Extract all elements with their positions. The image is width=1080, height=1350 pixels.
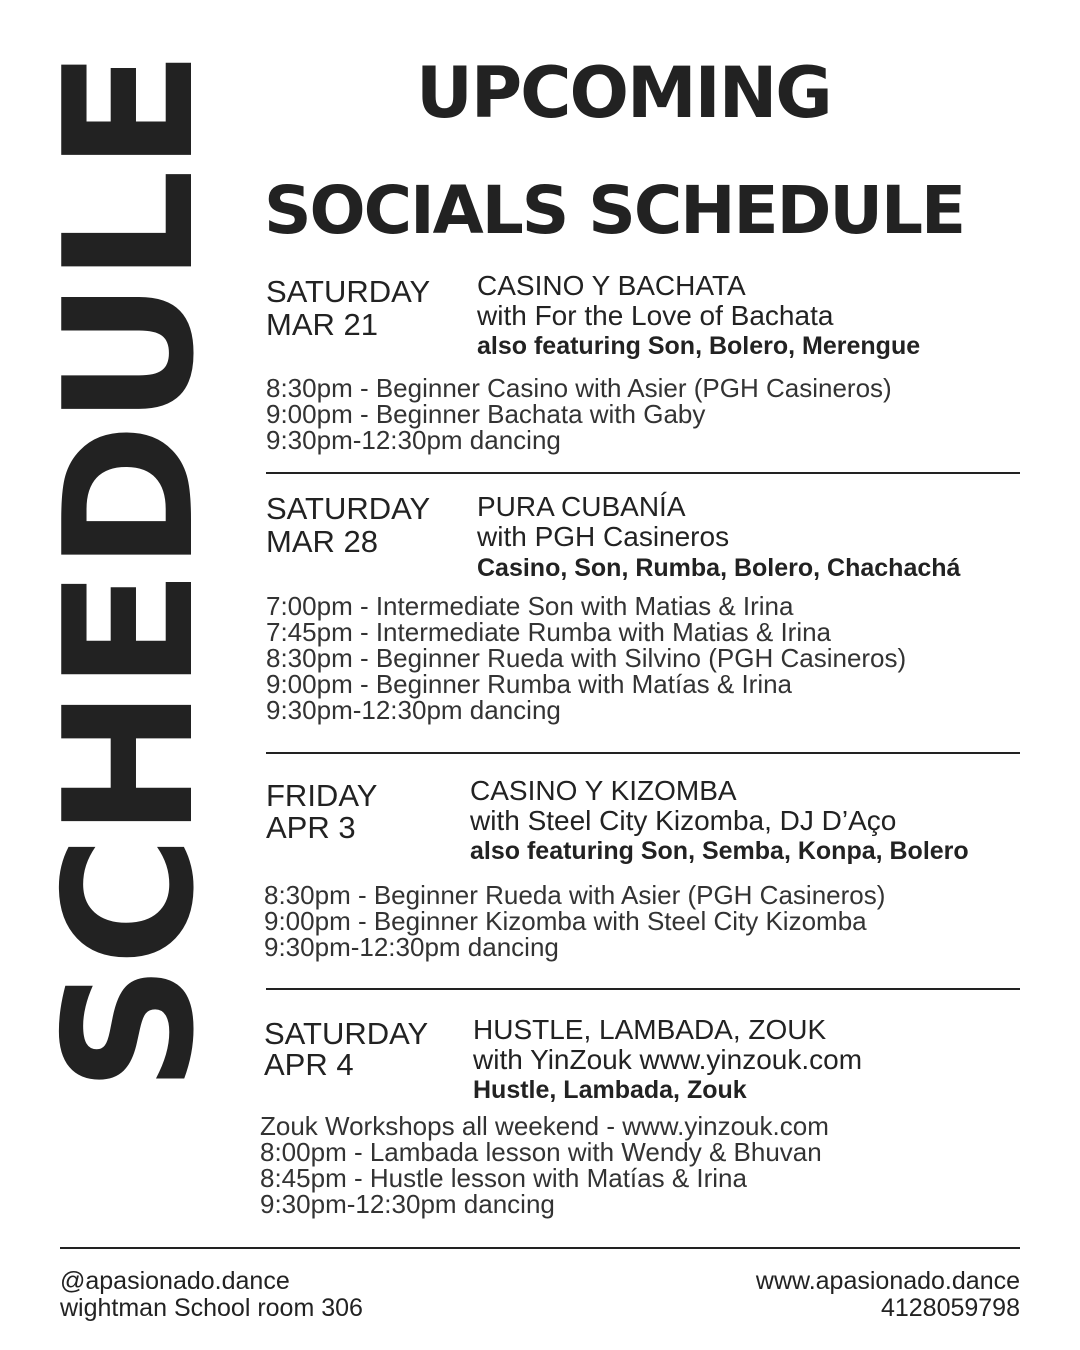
event-styles: also featuring Son, Bolero, Merengue bbox=[477, 332, 921, 360]
event-styles: Casino, Son, Rumba, Bolero, Chachachá bbox=[477, 554, 961, 582]
event-date: MAR 28 bbox=[266, 524, 378, 559]
event-host: with PGH Casineros bbox=[477, 521, 730, 552]
lesson-item: 9:00pm - Beginner Kizomba with Steel City Kizomba bbox=[264, 906, 867, 936]
lesson-item: 9:00pm - Beginner Bachata with Gaby bbox=[266, 399, 706, 429]
event-lessons bbox=[264, 882, 885, 960]
lesson-item: 9:30pm-12:30pm dancing bbox=[266, 425, 561, 455]
lesson-item: 9:30pm-12:30pm dancing bbox=[260, 1189, 555, 1219]
event-host: with Steel City Kizomba, DJ D’Aço bbox=[470, 805, 897, 836]
event-day: SATURDAY bbox=[266, 491, 431, 526]
event-lessons bbox=[266, 593, 906, 723]
lesson-item: 9:30pm-12:30pm dancing bbox=[264, 932, 559, 962]
event-day: SATURDAY bbox=[264, 1016, 429, 1051]
footer-divider bbox=[60, 1247, 1020, 1249]
event-title: HUSTLE, LAMBADA, ZOUK bbox=[473, 1014, 827, 1045]
lesson-item: 9:00pm - Beginner Rumba with Matías & Irina bbox=[266, 669, 793, 699]
event-date: APR 4 bbox=[264, 1047, 354, 1082]
lesson-item: 9:30pm-12:30pm dancing bbox=[266, 695, 561, 725]
event-day: FRIDAY bbox=[266, 778, 378, 813]
event-date: APR 3 bbox=[266, 810, 356, 845]
event-date: MAR 21 bbox=[266, 307, 378, 342]
event-host: with YinZouk www.yinzouk.com bbox=[473, 1044, 863, 1075]
event-day: SATURDAY bbox=[266, 274, 431, 309]
section-divider bbox=[266, 472, 1020, 474]
event-host: with For the Love of Bachata bbox=[477, 300, 834, 331]
lesson-item: 8:45pm - Hustle lesson with Matías & Irina bbox=[260, 1163, 747, 1193]
venue-location: wightman School room 306 bbox=[60, 1294, 363, 1322]
side-title-schedule bbox=[26, 51, 233, 1093]
side-title-text: SCHEDULE bbox=[26, 51, 233, 1093]
page-heading-line2: SOCIALS SCHEDULE bbox=[264, 172, 965, 249]
event-title: CASINO Y KIZOMBA bbox=[470, 775, 737, 806]
lesson-item: Zouk Workshops all weekend - www.yinzouk.com bbox=[260, 1111, 829, 1141]
lesson-item: 8:00pm - Lambada lesson with Wendy & Bhuvan bbox=[260, 1137, 822, 1167]
section-divider bbox=[266, 752, 1020, 754]
lesson-item: 7:00pm - Intermediate Son with Matias & Irina bbox=[266, 591, 794, 621]
lesson-item: 8:30pm - Beginner Rueda with Asier (PGH Casineros) bbox=[264, 880, 886, 910]
event-title: PURA CUBANÍA bbox=[477, 491, 686, 522]
lesson-item: 8:30pm - Beginner Casino with Asier (PGH Casineros) bbox=[266, 373, 892, 403]
event-styles: Hustle, Lambada, Zouk bbox=[473, 1076, 747, 1104]
lesson-item: 8:30pm - Beginner Rueda with Silvino (PGH Casineros) bbox=[266, 643, 907, 673]
instagram-handle: @apasionado.dance bbox=[60, 1267, 290, 1295]
lesson-item: 7:45pm - Intermediate Rumba with Matias & Irina bbox=[266, 617, 832, 647]
phone-number: 4128059798 bbox=[880, 1294, 1020, 1322]
page-heading-line1: UPCOMING bbox=[416, 52, 831, 134]
event-styles: also featuring Son, Semba, Konpa, Bolero bbox=[470, 837, 969, 865]
website-url: www.apasionado.dance bbox=[755, 1267, 1020, 1295]
section-divider bbox=[266, 988, 1020, 990]
event-title: CASINO Y BACHATA bbox=[477, 270, 746, 301]
event-lessons bbox=[266, 375, 892, 453]
event-lessons bbox=[260, 1113, 829, 1217]
